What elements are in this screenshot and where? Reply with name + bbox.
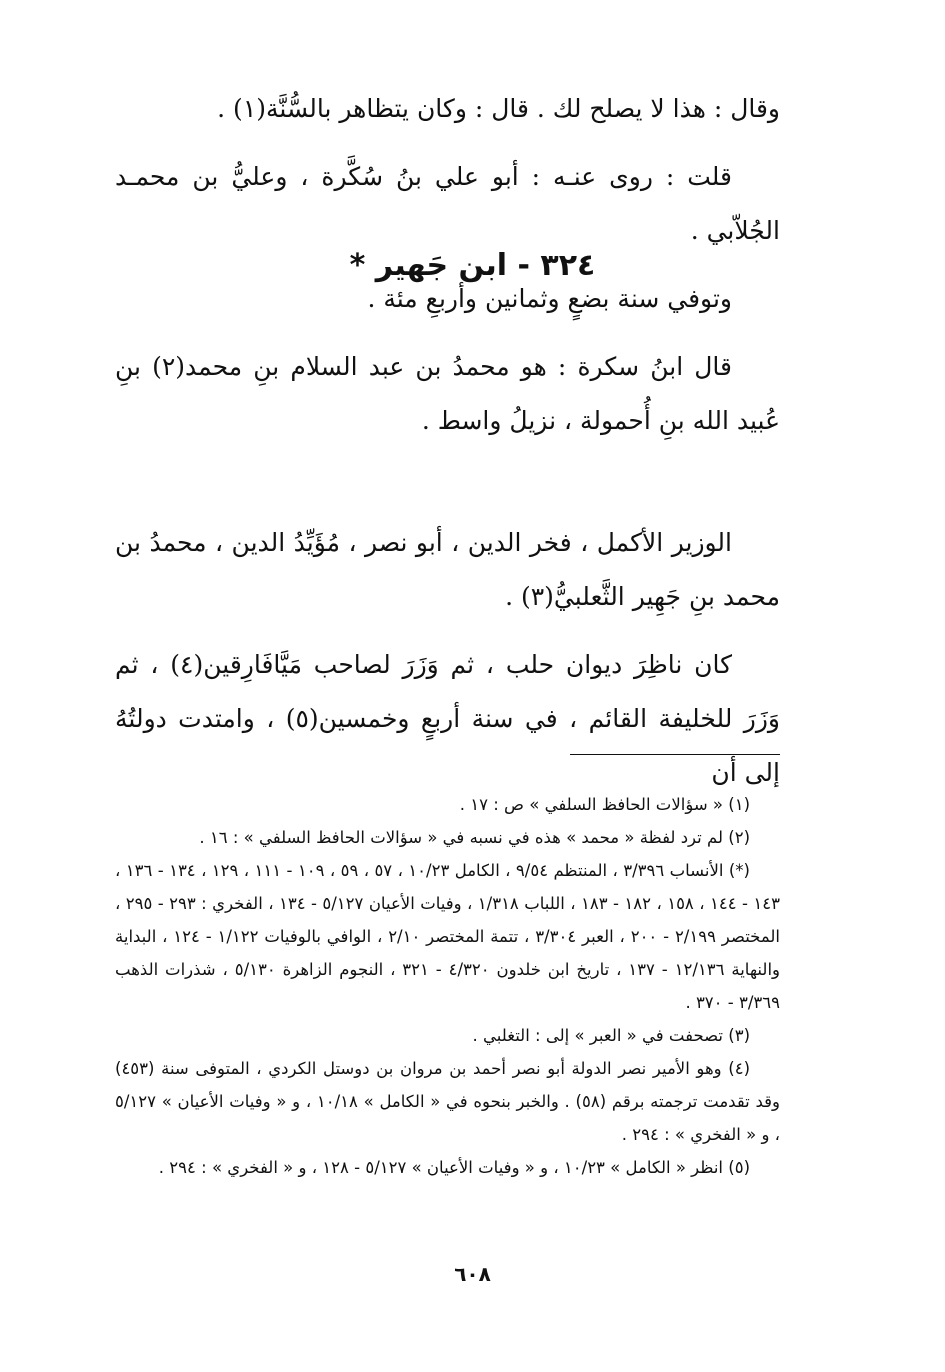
footnote-divider [570, 754, 780, 755]
paragraph: وتوفي سنة بضعٍ وثمانين وأربعِ مئة . [367, 284, 732, 313]
footnotes [115, 788, 780, 1184]
entry-heading: ٣٢٤ - ابن جَهير * [349, 248, 596, 283]
paragraph: وقال : هذا لا يصلح لك . قال : وكان يتظاهر بالسُّنَّة(١) . [217, 94, 780, 123]
footnote: (*) الأنساب ٣/٣٩٦ ، المنتظم ٩/٥٤ ، الكامل ١٠/٢٣ ، ٥٧ ، ٥٩ ، ١٠٩ - ١١١ ، ١٢٩ ، ١٣٤ - ١٣٦ ، ١٤٣ - ١٤٤ ، ١٥٨ ، ١٨٢ - ١٨٣ ، اللباب ١/٣١٨ ، وفيات الأعيان ٥/١٢٧ - ١٣٤ ، الفخري : ٢٩٣ - ٢٩٥ ، المختصر ٢/١٩٩ - ٢٠٠ ، العبر ٣/٣٠٤ ، تتمة المختصر ٢/١٠ ، الوافي بالوفيات ١/١٢٢ - ١٢٤ ، البداية والنهاية ١٢/١٣٦ - ١٣٧ ، تاريخ ابن خلدون ٤/٣٢٠ - ٣٢١ ، النجوم الزاهرة ٥/١٣٠ ، شذرات الذهب ٣/٣٦٩ - ٣٧٠ . [115, 861, 780, 1012]
main-text-lower [115, 516, 780, 800]
paragraph: كان ناظِرَ ديوان حلب ، ثم وَزَرَ لصاحب مَيَّافَارِقين(٤) ، ثم وَزَرَ للخليفة القائم ، في سنة أربعٍ وخمسين(٥) ، وامتدت دولتُهُ إلى أن [115, 650, 780, 787]
footnote: (٣) تصحفت في « العبر » إلى : التغلبي . [472, 1026, 750, 1045]
footnote: (٥) انظر « الكامل » ١٠/٢٣ ، و « وفيات الأعيان » ٥/١٢٧ - ١٢٨ ، و « الفخري » : ٢٩٤ . [158, 1158, 750, 1177]
footnote: (٢) لم ترد لفظة « محمد » هذه في نسبه في « سؤالات الحافظ السلفي » : ١٦ . [199, 828, 750, 847]
paragraph: قلت : روى عنـه : أبو علي بنُ سُكَّرة ، وعليُّ بن محمـد الجُلاّبي . [115, 162, 780, 245]
footnote: (٤) وهو الأمير نصر الدولة أبو نصر أحمد بن مروان بن دوستل الكردي ، المتوفى سنة (٤٥٣) وقد تقدمت ترجمته برقم (٥٨) . والخبر بنحوه في « الكامل » ١٠/١٨ ، و « وفيات الأعيان » ٥/١٢٧ ، و « الفخري » : ٢٩٤ . [115, 1059, 780, 1144]
page-number: ٦٠٨ [454, 1262, 491, 1286]
paragraph: قال ابنُ سكرة : هو محمدُ بن عبد السلام بنِ محمد(٢) بنِ عُبيد الله بنِ أُحمولة ، نزيلُ واسط . [115, 352, 780, 435]
paragraph: الوزير الأكمل ، فخر الدين ، أبو نصر ، مُؤَيِّدُ الدين ، محمدُ بن محمد بنِ جَهِير الثَّعلبيُّ(٣) . [115, 528, 780, 611]
footnote: (١) « سؤالات الحافظ السلفي » ص : ١٧ . [459, 795, 750, 814]
